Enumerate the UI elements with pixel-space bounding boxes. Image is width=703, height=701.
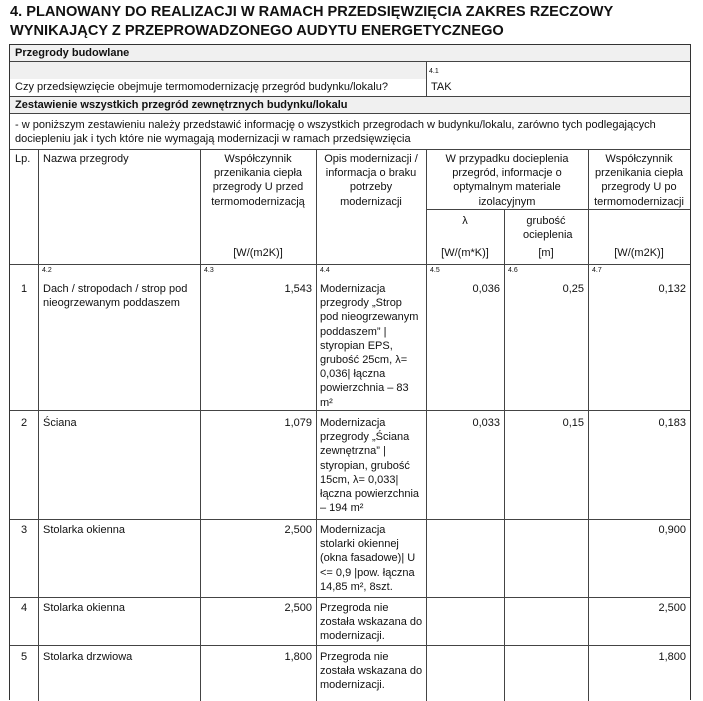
divider <box>10 113 690 114</box>
row-description: Przegroda nie została wskazana do modernizacji. <box>320 602 423 643</box>
row-u-after: 2,500 <box>658 602 686 614</box>
column-lp: Lp. <box>15 153 31 165</box>
question-answer: TAK <box>431 81 452 93</box>
divider <box>504 209 505 701</box>
column-code: 4.6 <box>508 267 518 274</box>
row-u-after: 0,900 <box>658 524 686 536</box>
question-code: 4.1 <box>429 68 439 75</box>
row-lambda: 0,033 <box>472 417 500 429</box>
row-lp: 3 <box>20 524 28 536</box>
column-u-after-unit: [W/(m2K)] <box>614 247 664 259</box>
column-u-before: Współczynnik przenikania ciepła przegrody U przed termomodernizacją <box>211 153 305 208</box>
row-name: Ściana <box>43 417 77 429</box>
row-u-before: 2,500 <box>284 602 312 614</box>
divider <box>316 149 317 701</box>
divider <box>588 149 589 701</box>
column-description: Opis modernizacji / informacja o braku potrzeby modernizacji <box>324 153 418 208</box>
divider <box>38 149 39 701</box>
divider <box>426 61 427 97</box>
row-name: Stolarka okienna <box>43 602 125 614</box>
column-code: 4.3 <box>204 267 214 274</box>
row-description: Przegroda nie została wskazana do modernizacji. <box>320 651 423 692</box>
column-code: 4.2 <box>42 267 52 274</box>
divider <box>10 61 690 62</box>
column-thickness: grubość ocieplenia <box>523 215 573 242</box>
row-thickness: 0,15 <box>562 417 584 429</box>
question-band <box>10 61 426 79</box>
row-thickness: 0,25 <box>562 283 584 295</box>
divider <box>10 96 690 97</box>
row-lp: 1 <box>20 283 28 295</box>
question-text: Czy przedsięwzięcie obejmuje termomodernizację przegród budynku/lokalu? <box>15 81 388 93</box>
row-u-after: 0,183 <box>658 417 686 429</box>
divider <box>426 209 690 210</box>
divider <box>426 149 427 701</box>
row-u-before: 1,079 <box>284 417 312 429</box>
row-u-before: 1,543 <box>284 283 312 295</box>
divider <box>200 149 201 701</box>
row-lp: 4 <box>20 602 28 614</box>
row-description: Modernizacja przegrody „Ściana zewnętrzna” | styropian, grubość 15cm, λ= 0,033| łączna powierzchnia – 194 m² <box>320 417 420 515</box>
column-u-after: Współczynnik przenikania ciepła przegrody U po termomodernizacji <box>594 153 684 208</box>
partitions-header: Przegrody budowlane <box>15 47 130 59</box>
column-lambda-unit: [W/(m*K)] <box>441 247 489 259</box>
row-name: Dach / stropodach / strop pod nieogrzewanym poddaszem <box>43 283 188 310</box>
row-description: Modernizacja stolarki okiennej (okna fasadowe)| U <= 0,9 |pow. łączna 14,85 m², 8szt. <box>320 524 416 593</box>
column-insulation: W przypadku docieplenia przegród, informacje o optymalnym materiale izolacyjnym <box>445 153 569 208</box>
row-lambda: 0,036 <box>472 283 500 295</box>
column-name: Nazwa przegrody <box>43 153 129 165</box>
row-u-after: 0,132 <box>658 283 686 295</box>
column-code: 4.5 <box>430 267 440 274</box>
summary-note: - w poniższym zestawieniu należy przedstawić informację o wszystkich przegrodach w budynku/lokalu, zarówno tych podlegających dociepleniu jak i tych które nie wymagają modernizacji w ramach przedsięwzięcia <box>15 119 656 146</box>
column-lambda: λ <box>462 215 468 227</box>
partitions-table <box>9 44 691 700</box>
row-u-after: 1,800 <box>658 651 686 663</box>
column-code: 4.4 <box>320 267 330 274</box>
row-u-before: 2,500 <box>284 524 312 536</box>
row-u-before: 1,800 <box>284 651 312 663</box>
row-name: Stolarka drzwiowa <box>43 651 133 663</box>
row-name: Stolarka okienna <box>43 524 125 536</box>
row-lp: 2 <box>20 417 28 429</box>
summary-title: Zestawienie wszystkich przegród zewnętrznych budynku/lokalu <box>15 99 348 111</box>
section-title: 4. PLANOWANY DO REALIZACJI W RAMACH PRZEDSIĘWZIĘCIA ZAKRES RZECZOWY WYNIKAJĄCY Z PRZEPROWADZONEGO AUDYTU ENERGETYCZNEGO <box>10 4 613 39</box>
column-code: 4.7 <box>592 267 602 274</box>
column-u-before-unit: [W/(m2K)] <box>233 247 283 259</box>
row-lp: 5 <box>20 651 28 663</box>
column-thickness-unit: [m] <box>538 247 554 259</box>
row-description: Modernizacja przegrody „Strop pod nieogrzewanym poddaszem” | styropian EPS, grubość 25cm, λ= 0,036| łączna powierzchnia – 83 m² <box>320 283 419 409</box>
